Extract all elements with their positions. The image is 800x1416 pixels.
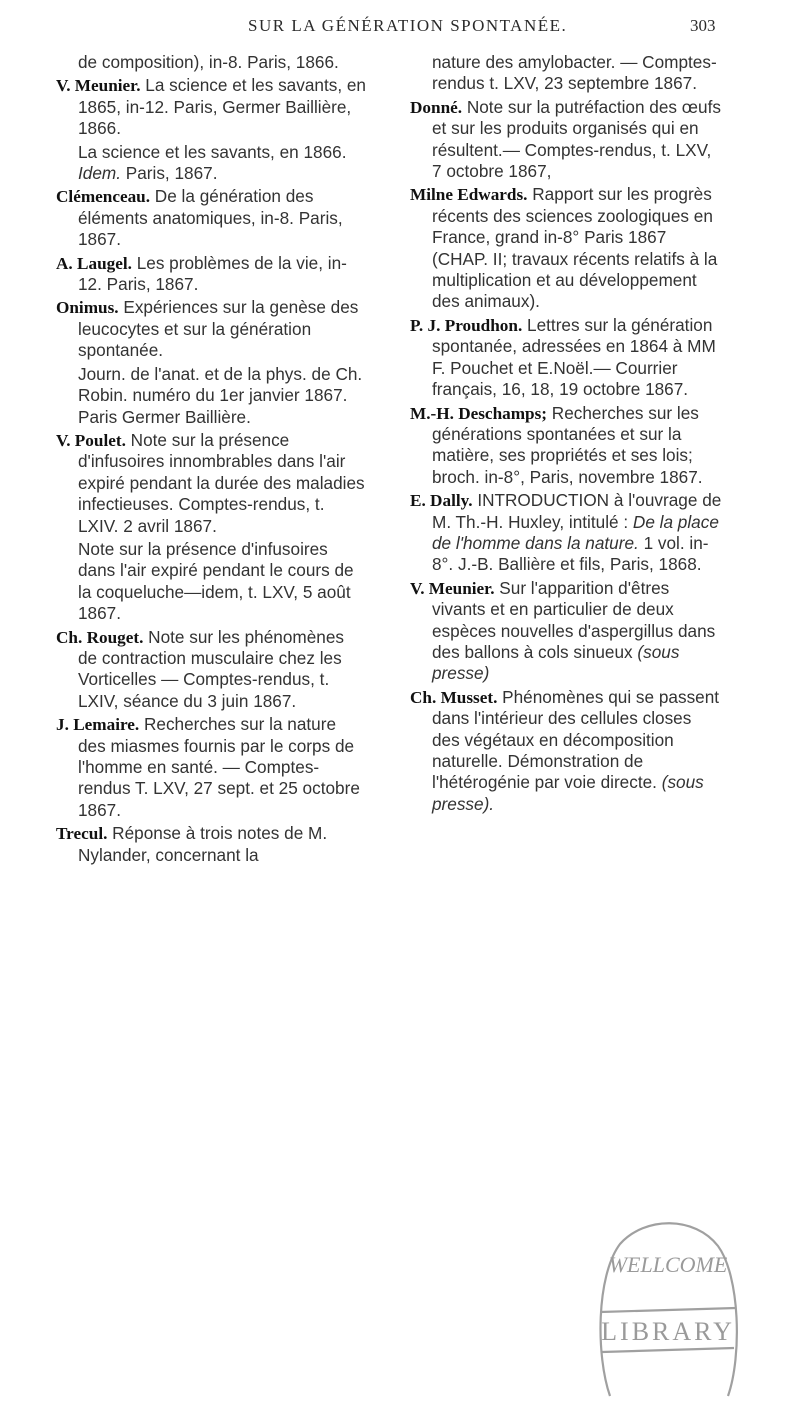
entry-author: P. J. Proudhon. — [410, 315, 523, 335]
entry-text: De la génération des éléments anatomiques, in-8. Paris, 1867. — [78, 186, 343, 250]
page-header — [0, 16, 800, 46]
bibliography-entry — [56, 539, 366, 625]
entry-text: Phénomènes qui se passent dans l'intérieur des cellules closes des végétaux en décomposition naturelle. Démonstration de l'hétérogénie par voie directe. — [432, 686, 720, 793]
bibliography-entry — [56, 142, 366, 185]
bibliography-entry — [56, 364, 366, 428]
bibliography-entry — [410, 687, 722, 815]
left-column — [56, 52, 366, 868]
entry-author: Clémenceau. — [56, 187, 151, 207]
bibliography-entry — [410, 315, 722, 401]
entry-text: Note sur la putréfaction des œufs et sur les produits organisés qui en résultent.— Comptes-rendus, t. LXV, 7 octobre 1867, — [432, 96, 721, 182]
entry-text: Sur l'apparition d'êtres vivants et en particulier de deux espèces nouvelles d'aspergillus dans des ballons à cols sinueux — [432, 577, 716, 662]
entry-author: V. Poulet. — [56, 430, 126, 450]
entry-author: Ch. Rouget. — [56, 627, 144, 647]
entry-author: V. Meunier. — [56, 76, 141, 96]
bibliography-entry — [56, 714, 366, 821]
bibliography-entry — [56, 823, 366, 866]
entry-text: Lettres sur la génération spontanée, adressées en 1864 à MM F. Pouchet et E.Noël.— Courrier français, 16, 18, 19 octobre 1867. — [432, 314, 716, 400]
running-title: SUR LA GÉNÉRATION SPONTANÉE. — [248, 16, 568, 35]
bibliography-entry — [56, 253, 366, 296]
entry-text: Rapport sur les progrès récents des sciences zoologiques en France, grand in-8° Paris 1867 (CHAP. II; travaux récents relatifs à la multiplication et au développement des animaux). — [432, 184, 718, 312]
bibliography-entry — [410, 184, 722, 312]
entry-author: Onimus. — [56, 298, 119, 318]
library-stamp — [590, 1216, 746, 1402]
entry-italic: (sous presse). — [432, 772, 704, 814]
entry-author: Trecul. — [56, 824, 108, 844]
bibliography-entry — [410, 490, 722, 576]
entry-author: Ch. Musset. — [410, 687, 498, 707]
entry-author: J. Lemaire. — [56, 715, 140, 735]
entry-text: Les problèmes de la vie, in-12. Paris, 1867. — [78, 252, 347, 295]
stamp-middle-text: LIBRARY — [601, 1317, 735, 1346]
entry-text: INTRODUCTION à l'ouvrage de M. Th.-H. Huxley, intitulé : — [432, 490, 722, 532]
entry-tail: 1 vol. in-8°. J.-B. Ballière et fils, Paris, 1868. — [432, 532, 709, 575]
entry-text: de composition), in-8. Paris, 1866. — [78, 52, 339, 72]
entry-text: Recherches sur la nature des miasmes fournis par le corps de l'homme en santé. — Comptes-rendus T. LXV, 27 sept. et 25 octobre 1867. — [78, 714, 360, 820]
bibliography-entry — [56, 52, 366, 73]
entry-tail: Paris, 1867. — [121, 163, 218, 184]
entry-text: Expériences sur la genèse des leucocytes et sur la génération spontanée. — [78, 297, 359, 361]
entry-italic: Idem. — [78, 163, 121, 184]
entry-text: Journ. de l'anat. et de la phys. de Ch. Robin. numéro du 1er janvier 1867. Paris Germer Baillière. — [78, 363, 363, 427]
entry-text: nature des amylobacter. — Comptes-rendus t. LXV, 23 septembre 1867. — [432, 52, 717, 94]
bibliography-entry — [410, 578, 722, 685]
bibliography-entry — [410, 403, 722, 489]
entry-author: V. Meunier. — [410, 578, 495, 598]
bibliography-entry — [56, 627, 366, 713]
entry-author: E. Dally. — [410, 491, 473, 511]
entry-text: Note sur la présence d'infusoires innombrables dans l'air expiré pendant la durée des maladies infectieuses. Comptes-rendus, t. LXIV. 2 avril 1867. — [78, 429, 365, 536]
right-column — [410, 52, 722, 817]
bibliography-entry — [56, 75, 366, 139]
bibliography-entry — [410, 52, 722, 95]
entry-author: M.-H. Deschamps; — [410, 403, 548, 423]
bibliography-entry — [410, 97, 722, 183]
entry-italic: De la place de l'homme dans la nature. — [432, 511, 719, 553]
entry-text: Note sur la présence d'infusoires dans l'air expiré pendant le cours de la coqueluche—idem, t. LXV, 5 août 1867. — [78, 538, 354, 624]
entry-text: Note sur les phénomènes de contraction musculaire chez les Vorticelles — Comptes-rendus, t. LXIV, séance du 3 juin 1867. — [78, 626, 345, 711]
entry-text: La science et les savants, en 1865, in-12. Paris, Germer Baillière, 1866. — [78, 75, 366, 139]
stamp-top-text: WELLCOME — [608, 1252, 728, 1277]
bibliography-entry — [56, 186, 366, 250]
bibliography-entry — [56, 430, 366, 537]
entry-author: Donné. — [410, 97, 463, 117]
stamp-outline-icon — [600, 1223, 737, 1396]
entry-text: La science et les savants, en 1866. — [78, 141, 347, 162]
entry-author: Milne Edwards. — [410, 185, 528, 205]
entry-italic: (sous presse) — [432, 641, 680, 684]
page-number: 303 — [690, 16, 716, 35]
bibliography-entry — [56, 297, 366, 361]
entry-text: Réponse à trois notes de M. Nylander, concernant la — [78, 823, 328, 865]
entry-text: Recherches sur les générations spontanées et sur la matière, ses propriétés et ses lois; broch. in-8°, Paris, novembre 1867. — [432, 402, 703, 487]
entry-author: A. Laugel. — [56, 253, 132, 273]
